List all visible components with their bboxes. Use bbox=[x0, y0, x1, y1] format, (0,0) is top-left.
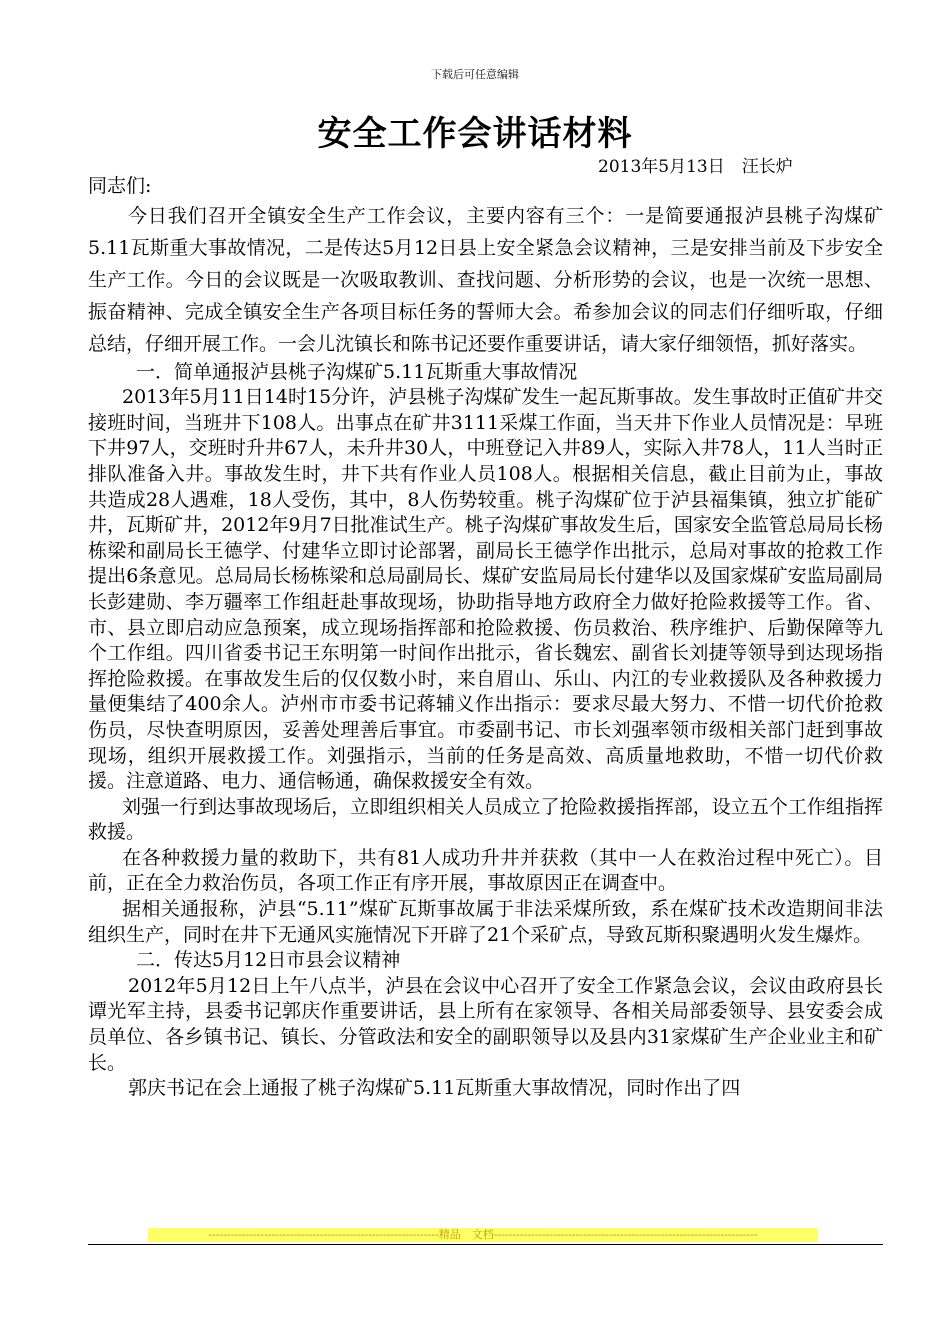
footer-note: --------------------------------------------------------------精品 文档----------------------------------------------------------------------- bbox=[148, 1228, 818, 1242]
paragraph-county-meeting: 2012年5月12日上午八点半，泸县在会议中心召开了安全工作紧急会议，会议由政府县长谭光军主持，县委书记郭庆作重要讲话，县上所有在家领导、各相关局部委领导、县安委会成员单位、各乡镇书记、镇长、分管政法和安全的副职领导以及县内31家煤矿生产企业业主和矿长。 bbox=[88, 974, 883, 1074]
document-title: 安全工作会讲话材料 bbox=[317, 114, 633, 154]
document-body bbox=[88, 174, 883, 1102]
paragraph-command-setup: 刘强一行到达事故现场后，立即组织相关人员成立了抢险救援指挥部，设立五个工作组指挥救援。 bbox=[88, 795, 883, 844]
salutation: 同志们: bbox=[88, 175, 152, 197]
paragraph-cause: 据相关通报称，泸县“5.11”煤矿瓦斯事故属于非法采煤所致，系在煤矿技术改造期间非法组织生产，同时在井下无通风实施情况下开辟了21个采矿点，导致瓦斯积聚遇明火发生爆炸。 bbox=[88, 898, 883, 946]
date-author-line: 2013年5月13日 汪长炉 bbox=[598, 157, 793, 177]
paragraph-intro: 今日我们召开全镇安全生产工作会议，主要内容有三个：一是简要通报泸县桃子沟煤矿5.11瓦斯重大事故情况，二是传达5月12日县上安全紧急会议精神，三是安排当前及下步安全生产工作。今日的会议既是一次吸取教训、查找问题、分析形势的会议，也是一次统一思想、振奋精神、完成全镇安全生产各项目标任务的誓师大会。希参加会议的同志们仔细听取，仔细总结，仔细开展工作。一会儿沈镇长和陈书记还要作重要讲话，请大家仔细领悟，抓好落实。 bbox=[88, 204, 883, 355]
paragraph-rescue-status: 在各种救援力量的救助下，共有81人成功升井并获救（其中一人在救治过程中死亡）。目前，正在全力救治伤员，各项工作正有序开展，事故原因正在调查中。 bbox=[88, 846, 883, 895]
paragraph-accident-report: 2013年5月11日14时15分许，泸县桃子沟煤矿发生一起瓦斯事故。发生事故时正值矿井交接班时间，当班井下108人。出事点在矿井3111采煤工作面，当天井下作业人员情况是：早班下井97人，交班时升井67人，未升井30人，中班登记入井89人，实际入井78人，11人当时正排队准备入井。事故发生时，井下共有作业人员108人。根据相关信息，截止目前为止，事故共造成28人遇难，18人受伤，其中，8人伤势较重。桃子沟煤矿位于泸县福集镇，独立扩能矿井，瓦斯矿井，2012年9月7日批准试生产。桃子沟煤矿事故发生后，国家安全监管总局局长杨栋梁和副局长王德学、付建华立即讨论部署，副局长王德学作出批示，总局对事故的抢救工作提出6条意见。总局局长杨栋梁和总局副局长、煤矿安监局局长付建华以及国家煤矿安监局副局长彭建勋、李万疆率工作组赶赴事故现场，协助指导地方政府全力做好抢险救援等工作。省、市、县立即启动应急预案，成立现场指挥部和抢险救援、伤员救治、秩序维护、后勤保障等九个工作组。四川省委书记王东明第一时间作出批示，省长魏宏、副省长刘捷等领导到达现场指挥抢险救援。在事故发生后的仅仅数小时，来自眉山、乐山、内江的专业救援队及各种救援力量便集结了400余人。泸州市市委书记蒋辅义作出指示：要求尽最大努力、不惜一切代价抢救伤员，尽快查明原因，妥善处理善后事宜。市委副书记、市长刘强率领市级相关部门赶到事故现场，组织开展救援工作。刘强指示，当前的任务是高效、高质量地救助，不惜一切代价救援。注意道路、电力、通信畅通，确保救援安全有效。 bbox=[88, 386, 883, 793]
footer-rule bbox=[88, 1244, 883, 1245]
paragraph-secretary-report: 郭庆书记在会上通报了桃子沟煤矿5.11瓦斯重大事故情况，同时作出了四 bbox=[128, 1077, 741, 1100]
header-note: 下载后可任意编辑 bbox=[431, 68, 519, 81]
section-heading-1: 一．简单通报泸县桃子沟煤矿5.11瓦斯重大事故情况 bbox=[136, 360, 578, 383]
section-heading-2: 二．传达5月12日市县会议精神 bbox=[136, 949, 401, 972]
